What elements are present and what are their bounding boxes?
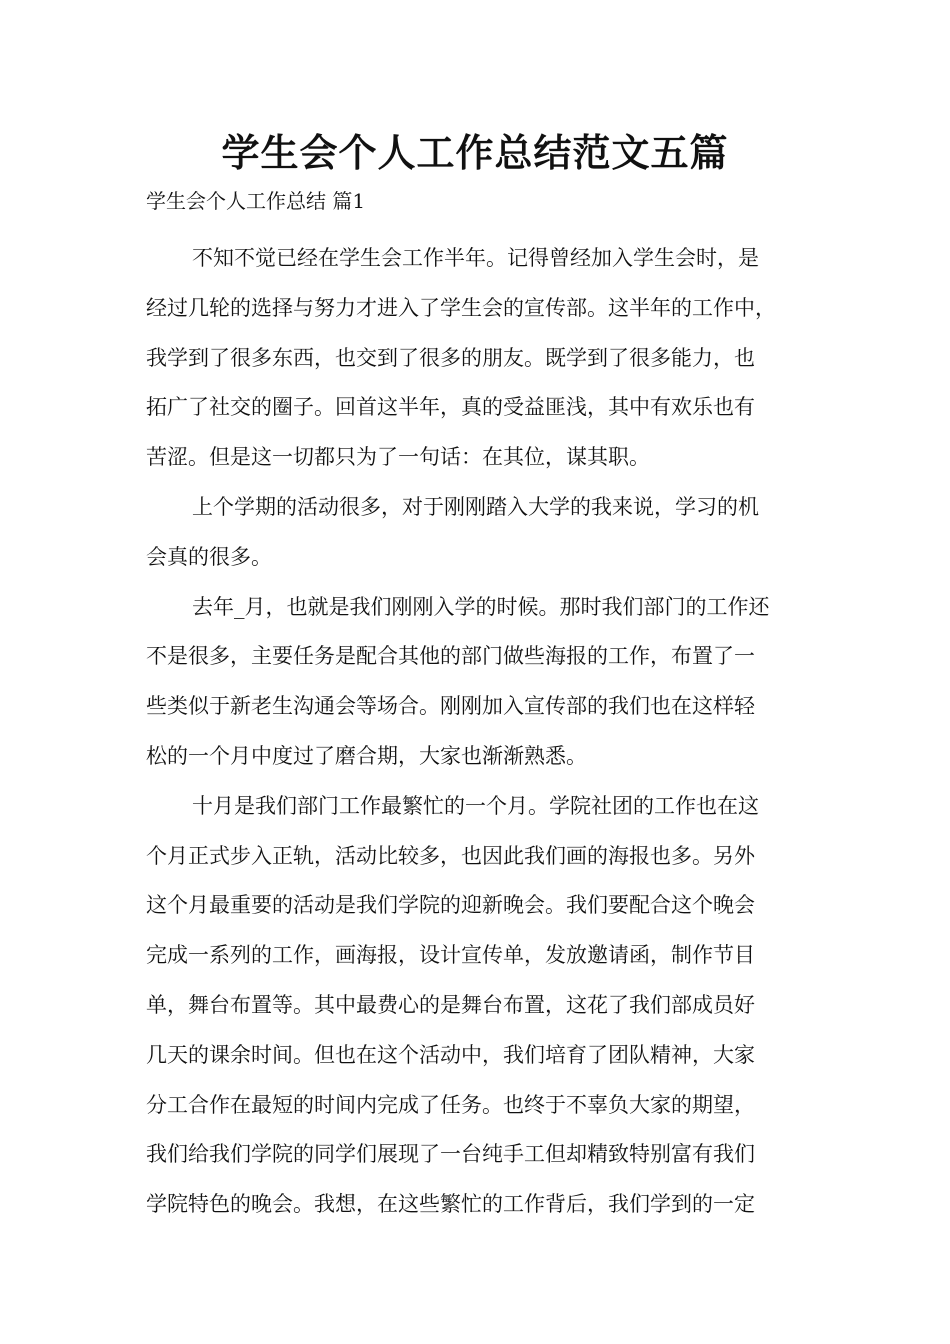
text-line: 不是很多，主要任务是配合其他的部门做些海报的工作，布置了一: [146, 644, 755, 669]
paragraph-2: [146, 483, 810, 583]
text-line: 经过几轮的选择与努力才进入了学生会的宣传部。这半年的工作中，: [146, 295, 776, 320]
text-line: 拓广了社交的圈子。回首这半年，真的受益匪浅，其中有欢乐也有: [146, 395, 755, 420]
section-heading: 学生会个人工作总结 篇1: [146, 189, 366, 213]
document-title: 学生会个人工作总结范文五篇: [221, 130, 729, 175]
text-line: 松的一个月中度过了磨合期，大家也渐渐熟悉。: [146, 743, 587, 768]
text-line: 苦涩。但是这一切都只为了一句话：在其位，谋其职。: [146, 445, 650, 470]
text-line: 学院特色的晚会。我想，在这些繁忙的工作背后，我们学到的一定: [146, 1192, 755, 1217]
text-line: 完成一系列的工作，画海报，设计宣传单，发放邀请函，制作节目: [146, 943, 755, 968]
text-line: 我们给我们学院的同学们展现了一台纯手工但却精致特别富有我们: [146, 1142, 755, 1167]
text-line: 不知不觉已经在学生会工作半年。记得曾经加入学生会时，是: [192, 246, 759, 270]
paragraph-1: [146, 234, 810, 483]
text-line: 个月正式步入正轨，活动比较多，也因此我们画的海报也多。另外: [146, 843, 755, 868]
text-line: 几天的课余时间。但也在这个活动中，我们培育了团队精神，大家: [146, 1042, 755, 1067]
text-line: 会真的很多。: [146, 544, 272, 569]
document-body: [146, 234, 810, 1230]
text-line: 十月是我们部门工作最繁忙的一个月。学院社团的工作也在这: [192, 793, 759, 818]
text-line: 分工合作在最短的时间内完成了任务。也终于不辜负大家的期望，: [146, 1092, 755, 1117]
text-line: 我学到了很多东西，也交到了很多的朋友。既学到了很多能力，也: [146, 345, 755, 370]
text-line: 些类似于新老生沟通会等场合。刚刚加入宣传部的我们也在这样轻: [146, 694, 755, 719]
paragraph-3: [146, 583, 810, 782]
text-line: 去年_月，也就是我们刚刚入学的时候。那时我们部门的工作还: [192, 594, 770, 619]
text-line: 单，舞台布置等。其中最费心的是舞台布置，这花了我们部成员好: [146, 992, 755, 1017]
text-line: 上个学期的活动很多，对于刚刚踏入大学的我来说，学习的机: [192, 494, 759, 519]
paragraph-4: [146, 782, 810, 1230]
text-line: 这个月最重要的活动是我们学院的迎新晚会。我们要配合这个晚会: [146, 893, 755, 918]
